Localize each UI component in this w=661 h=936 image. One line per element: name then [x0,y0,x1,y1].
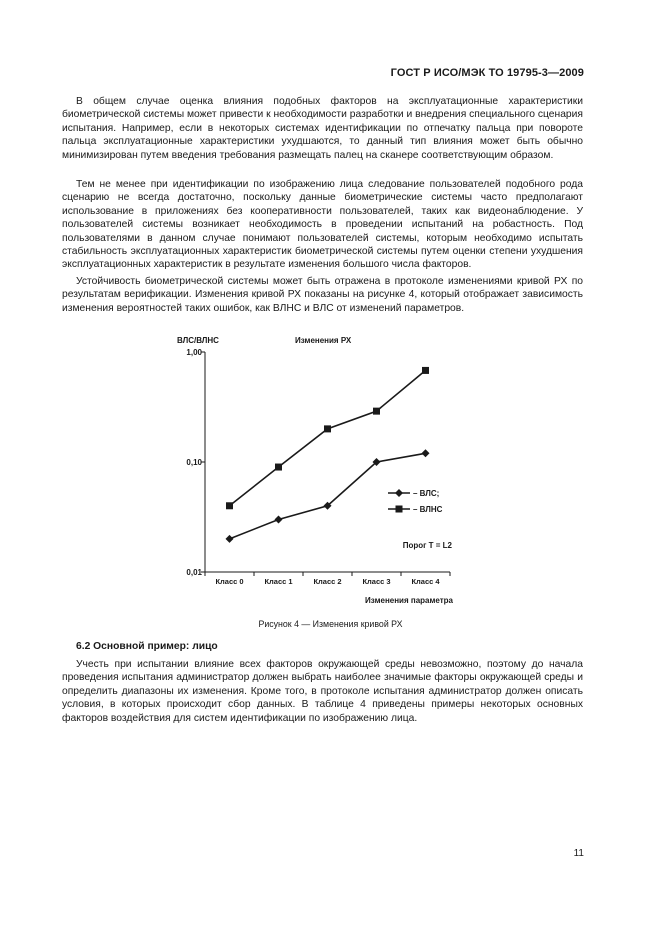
y-tick-label: 0,01 [186,568,202,577]
paragraph-3 [62,275,583,315]
y-tick-label: 0,10 [186,458,202,467]
x-tick-label: Класс 0 [215,577,244,586]
roc-change-chart [170,332,470,612]
x-tick-label: Класс 4 [411,577,440,586]
series-line [230,370,426,505]
x-tick-label: Класс 2 [313,577,342,586]
section-heading: 6.2 Основной пример: лицо [76,641,218,652]
chart-ylabel: ВЛС/ВЛНС [177,336,219,345]
paragraph-text: Тем не менее при идентификации по изображению лица следование пользователей подобного рода сценарию не всегда достаточно, поскольку данные биометрические системы часто предполагают использование в приложениях без кооперативности пользователей, таких как видеонаблюдение. У пользователей системы возникает необходимость в проведении испытаний на робастность. Под пользователями в данном случае понимают пользователей системы, которым необходимо испытать стабильность эксплуатационных характеристик биометрической системы путем оценки степени ухудшения эксплуатационных характеристик в результате изменения большого числа факторов. [62,179,583,271]
data-point [275,464,282,471]
x-tick-label: Класс 1 [264,577,293,586]
data-point [422,449,430,457]
data-point [275,516,283,524]
page-number: 11 [573,848,584,859]
y-tick-label: 1,00 [186,348,202,357]
legend-marker [395,489,403,497]
data-point [226,535,234,543]
figure-caption: Рисунок 4 — Изменения кривой РХ [258,619,403,629]
chart-xlabel: Изменения параметра [365,596,453,605]
chart-annotation: Порог Т = L2 [402,541,452,550]
legend-label: – ВЛС; [413,489,440,498]
x-tick-label: Класс 3 [362,577,391,586]
series-line [230,453,426,539]
paragraph-text: В общем случае оценка влияния подобных факторов на эксплуатационные характеристики биометрической системы может привести к необходимости разработки и внедрения специального сценария испытания. Например, если в некоторых системах идентификации по отпечатку пальца при повороте пальца эксплуатационные характеристики ухудшаются, то данный тип влияния может быть обычно минимизирован путем введения требования размещать палец на сканере соответствующим образом. [62,96,583,161]
paragraph-text: Устойчивость биометрической системы может быть отражена в протоколе изменениями кривой РХ по результатам верификации. Изменения кривой РХ показаны на рисунке 4, который отображает зависимость изменения вероятностей таких ошибок, как ВЛНС и ВЛС от изменений параметров. [62,276,583,314]
paragraph-4 [62,658,583,725]
legend-label: – ВЛНС [413,505,443,514]
chart-canvas [170,332,470,612]
data-point [324,425,331,432]
data-point [373,408,380,415]
data-point [226,502,233,509]
document-header: ГОСТ Р ИСО/МЭК ТО 19795-3—2009 [390,67,584,79]
paragraph-2 [62,178,583,272]
paragraph-1 [62,95,583,162]
data-point [422,367,429,374]
chart-title: Изменения РХ [295,336,352,345]
legend-marker [396,506,403,513]
paragraph-text: Учесть при испытании влияние всех факторов окружающей среды невозможно, поэтому до начала проведения испытания администратор должен выбрать наиболее значимые факторы окружающей среды и определить диапазоны их изменения. Кроме того, в протоколе испытания администратор должен описать условия, в которых происходит сбор данных. В таблице 4 приведены примеры некоторых основных факторов воздействия для систем идентификации по изображению лица. [62,659,583,724]
